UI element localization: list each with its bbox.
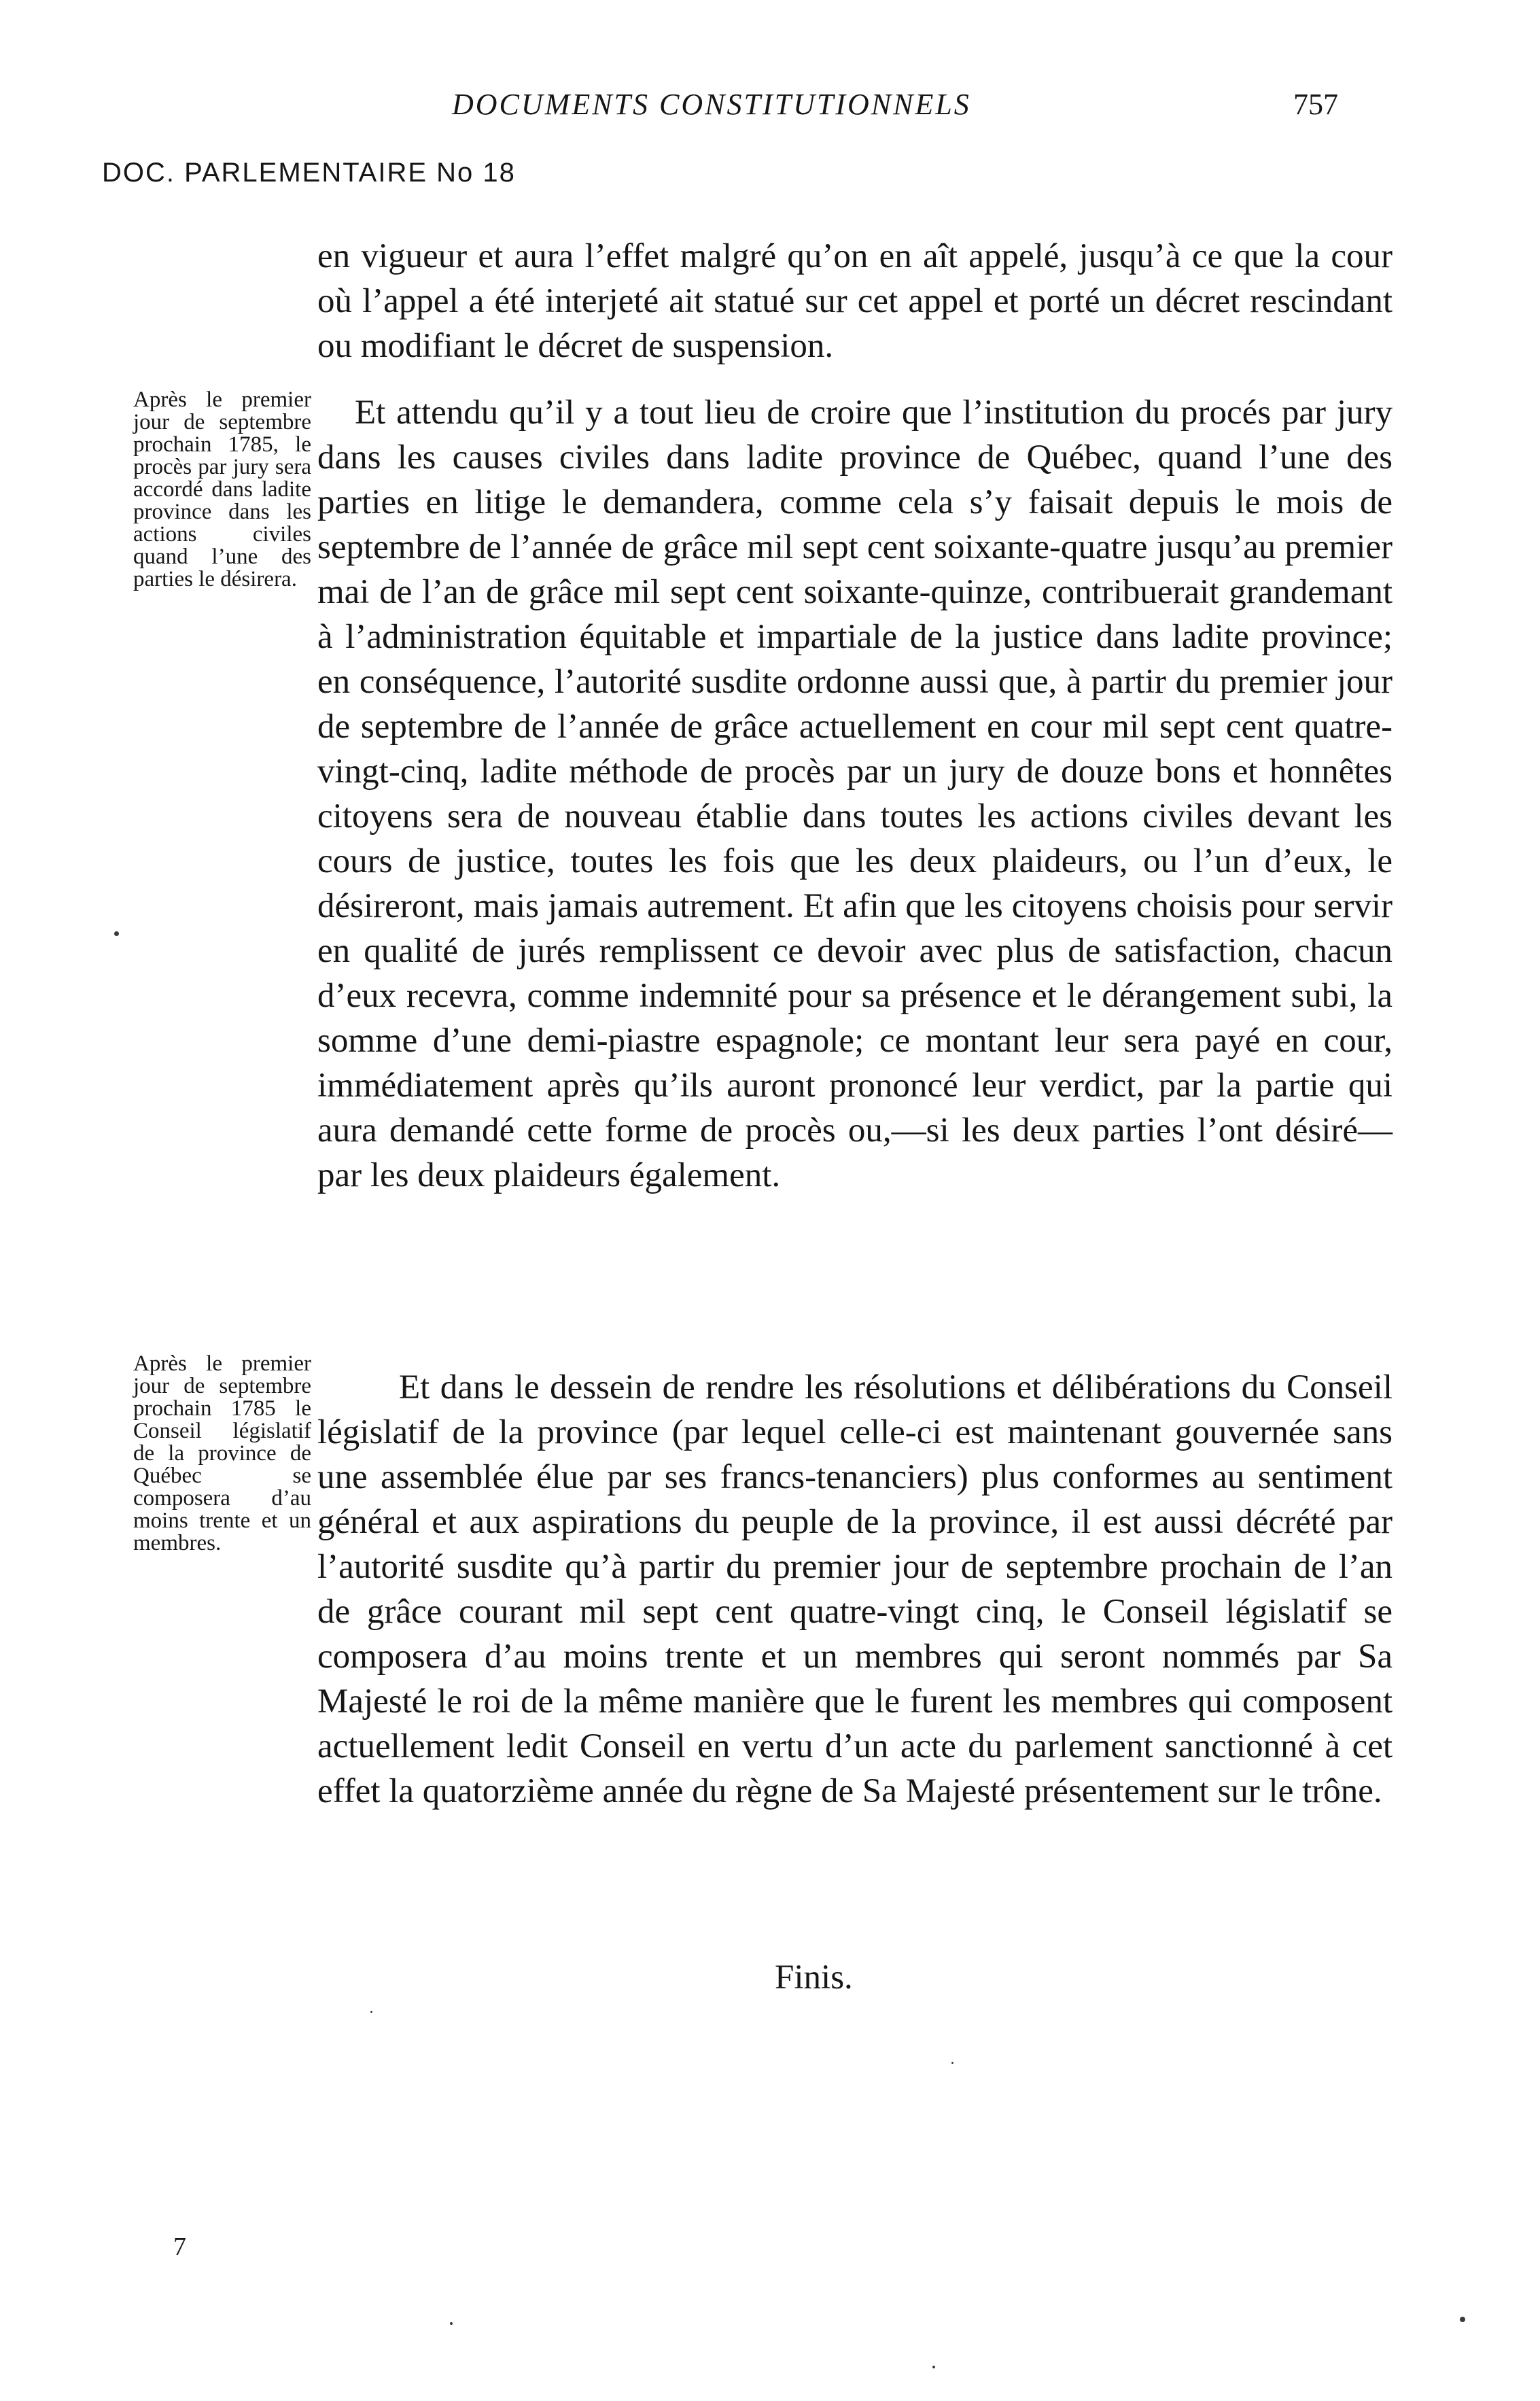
scan-speck <box>951 2062 953 2064</box>
scan-speck <box>370 2011 372 2013</box>
scan-speck <box>114 931 119 936</box>
margin-note-jury-trials: Après le premier jour de septembre prochain 1785, le procès par jury sera accordé dans ladite province dans les actions civiles quand l’une des parties le désirera. <box>133 387 311 591</box>
page-number: 757 <box>1293 88 1338 121</box>
document-label: DOC. PARLEMENTAIRE No 18 <box>102 158 516 188</box>
body-paragraph-legislative-council: Et dans le dessein de rendre les résolutions et délibérations du Conseil législatif de la province (par lequel celle-ci est maintenant gouvernée sans une assemblée élue par ses francs-tenanciers) plus conformes au sentiment général et aux aspirations du peuple de la province, il est aussi décrété par l’autorité susdite qu’à partir du premier jour de septembre prochain de l’an de grâce courant mil sept cent quatre-vingt cinq, le Conseil législatif se composera d’au moins trente et un membres qui seront nommés par Sa Majesté le roi de la même manière que le furent les membres qui composent actuellement ledit Conseil en vertu d’un acte du parlement sanctionné à cet effet la quatorzième année du règne de Sa Majesté présentement sur le trône. <box>317 1368 1393 1810</box>
scan-speck <box>450 2322 453 2325</box>
running-title: DOCUMENTS CONSTITUTIONNELS <box>452 88 971 121</box>
closing-word: Finis. <box>775 1958 853 1997</box>
scan-speck <box>932 2366 935 2368</box>
scan-speck <box>1460 2317 1465 2322</box>
signature-mark: 7 <box>173 2232 186 2261</box>
margin-note-legislative-council: Après le premier jour de septembre prochain 1785 le Conseil législatif de la province de Québec se composera d’au moins trente et un membres. <box>133 1351 311 1555</box>
body-paragraph-continued: en vigueur et aura l’effet malgré qu’on en aît appelé, jusqu’à ce que la cour où l’appel a été interjeté ait statué sur cet appel et porté un décret rescindant ou modifiant le décret de suspension. <box>317 237 1393 365</box>
body-paragraph-jury-trials: Et attendu qu’il y a tout lieu de croire que l’institution du procés par jury dans les causes civiles dans ladite province de Québec, quand l’une des parties en litige le demandera, comme cela s’y faisait depuis le mois de septembre de l’année de grâce mil sept cent soixante-quatre jusqu’au premier mai de l’an de grâce mil sept cent soixante-quinze, contribuerait grandemant à l’administration équitable et impartiale de la justice dans ladite province; en conséquence, l’autorité susdite ordonne aussi que, à partir du premier jour de septembre de l’année de grâce actuellement en cour mil sept cent quatre-vingt-cinq, ladite méthode de procès par un jury de douze bons et honnêtes citoyens sera de nouveau établie dans toutes les actions civiles devant les cours de justice, toutes les fois que les deux plaideurs, ou l’un d’eux, le désireront, mais jamais autrement. Et afin que les citoyens choisis pour servir en qualité de jurés remplissent ce devoir avec plus de satisfaction, chacun d’eux recevra, comme indemnité pour sa présence et le dérangement subi, la somme d’une demi-piastre espagnole; ce montant leur sera payé en cour, immédiatement après qu’ils auront prononcé leur verdict, par la partie qui aura demandé cette forme de procès ou,—si les deux parties l’ont désiré—par les deux plaideurs également. <box>317 394 1393 1194</box>
